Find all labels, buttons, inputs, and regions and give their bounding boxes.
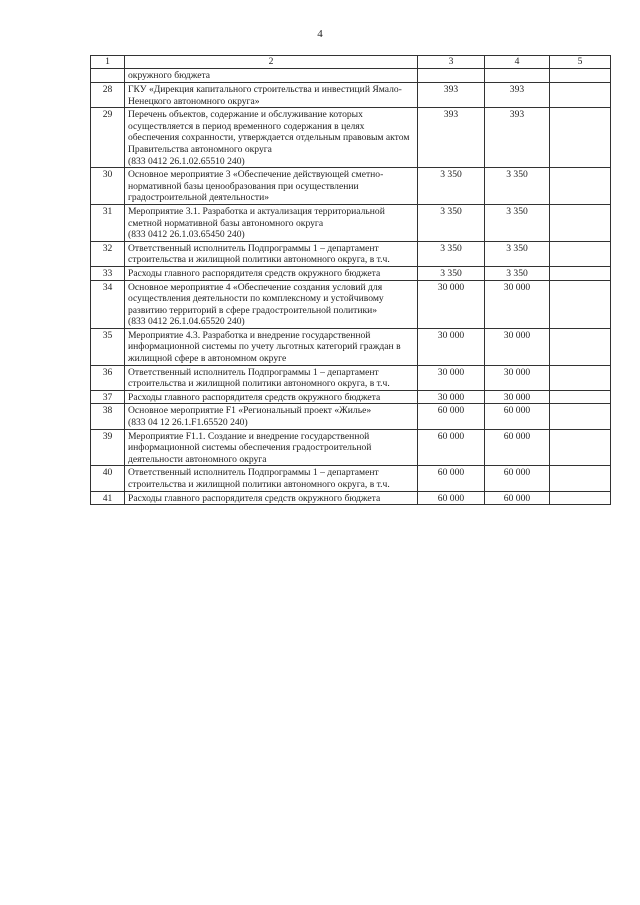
page-number: 4 (317, 28, 323, 40)
row-value-col5 (550, 168, 611, 205)
budget-table (90, 55, 611, 505)
table-row (91, 280, 611, 328)
row-value-col5 (550, 429, 611, 466)
row-value-col5 (550, 266, 611, 280)
row-value-col3: 3 350 (418, 241, 485, 266)
row-value-col4: 3 350 (485, 241, 550, 266)
table-row (91, 390, 611, 404)
row-description: ГКУ «Дирекция капитального строительства и инвестиций Ямало-Ненецкого автономного округа» (125, 83, 418, 108)
row-value-col4: 60 000 (485, 429, 550, 466)
row-value-col4: 393 (485, 108, 550, 168)
row-value-col3: 30 000 (418, 280, 485, 328)
row-number: 35 (91, 328, 125, 365)
row-value-col5 (550, 204, 611, 241)
row-value-col5 (550, 280, 611, 328)
column-header: 4 (485, 56, 550, 69)
row-number: 40 (91, 466, 125, 491)
row-number: 37 (91, 390, 125, 404)
row-value-col5 (550, 365, 611, 390)
row-description: Расходы главного распорядителя средств окружного бюджета (125, 390, 418, 404)
row-value-col5 (550, 83, 611, 108)
row-value-col3: 60 000 (418, 404, 485, 429)
table-row (91, 429, 611, 466)
table-row (91, 491, 611, 505)
row-number: 36 (91, 365, 125, 390)
row-value-col5 (550, 328, 611, 365)
column-header: 1 (91, 56, 125, 69)
row-value-col4: 3 350 (485, 266, 550, 280)
row-value-col4: 30 000 (485, 365, 550, 390)
row-value-col3: 393 (418, 83, 485, 108)
row-value-col3: 3 350 (418, 266, 485, 280)
continuation-row (91, 69, 611, 83)
row-value-col3: 30 000 (418, 328, 485, 365)
row-value-col4: 393 (485, 83, 550, 108)
row-value-col3: 60 000 (418, 429, 485, 466)
table-row (91, 266, 611, 280)
table-row (91, 365, 611, 390)
row-description: Мероприятие 4.3. Разработка и внедрение государственной информационной системы по учету льготных категорий граждан в жилищной сфере в автономном округе (125, 328, 418, 365)
row-value-col3: 393 (418, 108, 485, 168)
row-number: 33 (91, 266, 125, 280)
table-row (91, 83, 611, 108)
row-description: Ответственный исполнитель Подпрограммы 1 – департамент строительства и жилищной политики автономного округа, в т.ч. (125, 466, 418, 491)
table-row (91, 168, 611, 205)
row-value-col3: 3 350 (418, 204, 485, 241)
table-row (91, 204, 611, 241)
table-row (91, 108, 611, 168)
table-row (91, 328, 611, 365)
row-number: 32 (91, 241, 125, 266)
column-header: 3 (418, 56, 485, 69)
row-number: 39 (91, 429, 125, 466)
row-value-col4: 30 000 (485, 390, 550, 404)
row-value-col4: 3 350 (485, 168, 550, 205)
row-description: Перечень объектов, содержание и обслуживание которых осуществляется в период временного содержания в целях обеспечения сохранности, утверждается отдельным правовым актом Правительства автономного округа (833 0412 26.1.02.65510 240) (125, 108, 418, 168)
row-number: 28 (91, 83, 125, 108)
row-value-col5 (550, 404, 611, 429)
row-description: Основное мероприятие 4 «Обеспечение создания условий для осуществления деятельности по комплексному и устойчивому развитию территорий в сфере градостроительной политики» (833 0412 26.1.04.65520 240) (125, 280, 418, 328)
row-description: Основное мероприятие 3 «Обеспечение действующей сметно-нормативной базы ценообразования при осуществлении градостроительной деятельности» (125, 168, 418, 205)
row-value-col5 (550, 491, 611, 505)
column-header: 2 (125, 56, 418, 69)
column-header: 5 (550, 56, 611, 69)
table-row (91, 404, 611, 429)
row-description: Ответственный исполнитель Подпрограммы 1 – департамент строительства и жилищной политики автономного округа, в т.ч. (125, 365, 418, 390)
table-row (91, 241, 611, 266)
row-description: Основное мероприятие F1 «Региональный проект «Жилье» (833 04 12 26.1.F1.65520 240) (125, 404, 418, 429)
row-value-col4: 60 000 (485, 404, 550, 429)
row-value-col5 (550, 390, 611, 404)
row-value-col3: 30 000 (418, 390, 485, 404)
row-value-col5 (550, 466, 611, 491)
header-row (91, 56, 611, 69)
continuation-text: окружного бюджета (125, 69, 418, 83)
row-description: Мероприятие 3.1. Разработка и актуализация территориальной сметной нормативной базы автономного округа (833 0412 26.1.03.65450 240) (125, 204, 418, 241)
row-number: 41 (91, 491, 125, 505)
row-description: Расходы главного распорядителя средств окружного бюджета (125, 266, 418, 280)
row-value-col3: 3 350 (418, 168, 485, 205)
row-description: Ответственный исполнитель Подпрограммы 1 – департамент строительства и жилищной политики автономного округа, в т.ч. (125, 241, 418, 266)
row-value-col4: 60 000 (485, 466, 550, 491)
row-value-col4: 30 000 (485, 280, 550, 328)
row-value-col4: 3 350 (485, 204, 550, 241)
row-value-col3: 30 000 (418, 365, 485, 390)
table-row (91, 466, 611, 491)
row-description: Мероприятие F1.1. Создание и внедрение государственной информационной системы обеспечения градостроительной деятельности автономного округа (125, 429, 418, 466)
row-number: 29 (91, 108, 125, 168)
row-value-col5 (550, 241, 611, 266)
row-value-col4: 30 000 (485, 328, 550, 365)
row-value-col4: 60 000 (485, 491, 550, 505)
row-description: Расходы главного распорядителя средств окружного бюджета (125, 491, 418, 505)
row-value-col3: 60 000 (418, 491, 485, 505)
row-number: 30 (91, 168, 125, 205)
row-value-col5 (550, 108, 611, 168)
row-number: 38 (91, 404, 125, 429)
row-number: 31 (91, 204, 125, 241)
row-number: 34 (91, 280, 125, 328)
row-value-col3: 60 000 (418, 466, 485, 491)
